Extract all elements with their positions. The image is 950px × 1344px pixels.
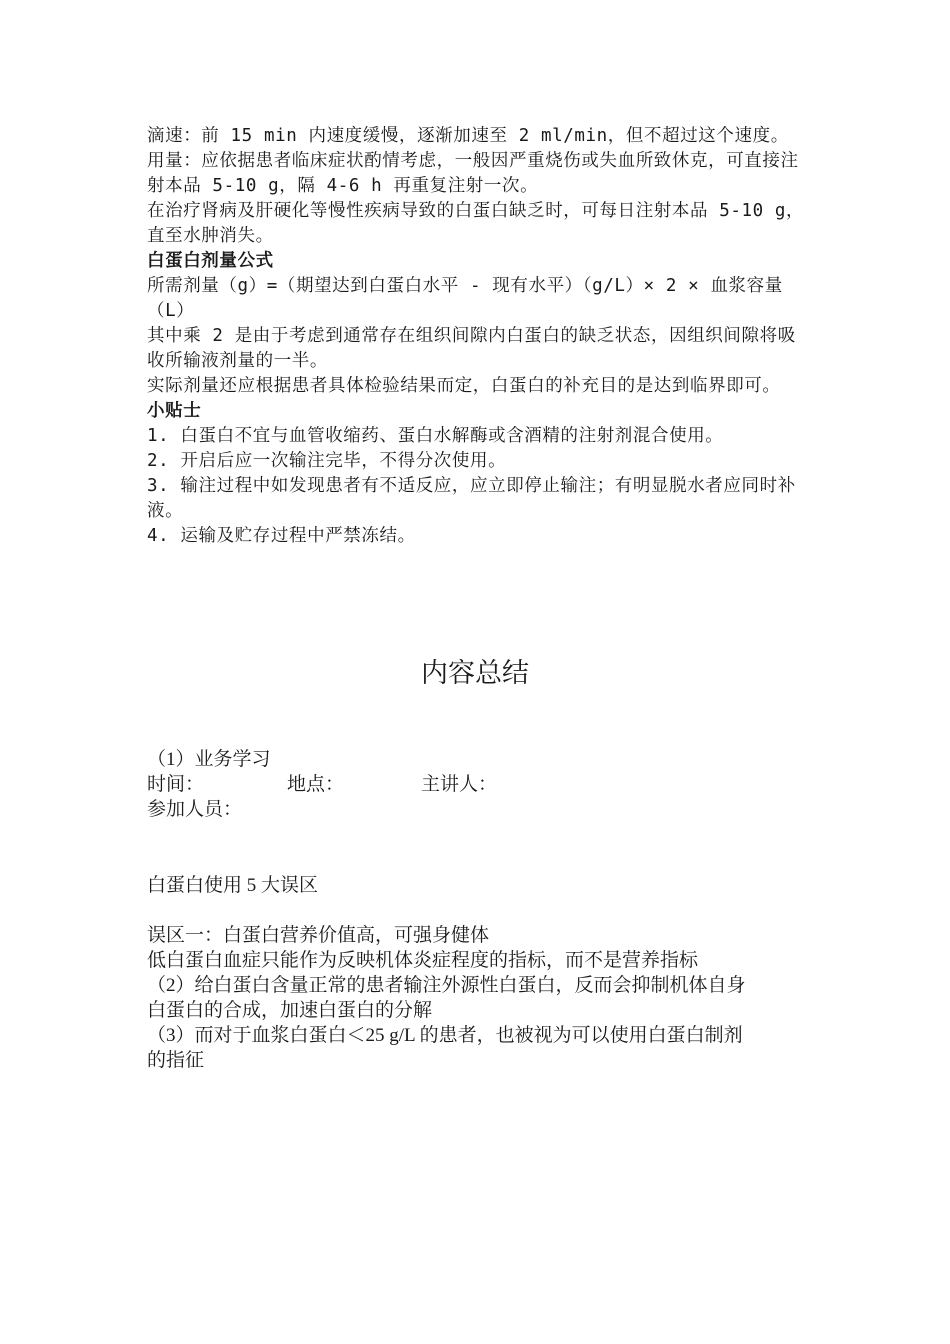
drip-rate-paragraph: 滴速：前 15 min 内速度缓慢，逐渐加速至 2 ml/min，但不超过这个速度。 xyxy=(147,126,789,146)
tips-heading: 小贴士 xyxy=(147,401,202,421)
chronic-disease-paragraph: 在治疗肾病及肝硬化等慢性疾病导致的白蛋白缺乏时，可每日注射本品 5-10 g，直至水肿消失。 xyxy=(147,201,805,246)
myths-section xyxy=(147,873,809,1073)
section-label: （1）业务学习 xyxy=(147,749,271,770)
myth-point: 的指征 xyxy=(147,1050,205,1071)
tip-item: 3. 输注过程中如发现患者有不适反应，应立即停止输注；有明显脱水者应同时补液。 xyxy=(147,476,796,521)
topic-title: 白蛋白使用 5 大误区 xyxy=(147,875,319,896)
myth-point: （3）而对于血浆白蛋白＜25 g/L 的患者，也被视为可以使用白蛋白制剂 xyxy=(147,1025,743,1046)
summary-title: 内容总结 xyxy=(421,658,529,688)
formula-note-paragraph: 其中乘 2 是由于考虑到通常存在组织间隙内白蛋白的缺乏状态，因组织间隙将吸收所输液剂量的一半。 xyxy=(147,326,796,371)
dosage-paragraph: 用量：应依据患者临床症状酌情考虑，一般因严重烧伤或失血所致休克，可直接注射本品 5-10 g，隔 4-6 h 再重复注射一次。 xyxy=(147,151,799,196)
actual-dose-paragraph: 实际剂量还应根据患者具体检验结果而定，白蛋白的补充目的是达到临界即可。 xyxy=(147,376,781,396)
attendees-label: 参加人员： xyxy=(147,799,243,820)
place-label: 地点： xyxy=(287,774,345,795)
tip-item: 1. 白蛋白不宜与血管收缩药、蛋白水解酶或含酒精的注射剂混合使用。 xyxy=(147,426,724,446)
tip-item: 2. 开启后应一次输注完毕，不得分次使用。 xyxy=(147,451,507,471)
myth-point: 低白蛋白血症只能作为反映机体炎症程度的指标，而不是营养指标 xyxy=(147,950,699,971)
myth-point: （2）给白蛋白含量正常的患者输注外源性白蛋白，反而会抑制机体自身 xyxy=(147,975,746,996)
speaker-label: 主讲人： xyxy=(421,774,498,795)
dosage-section xyxy=(147,124,809,549)
meeting-meta-row xyxy=(147,772,809,797)
time-label: 时间： xyxy=(147,774,205,795)
formula-paragraph: 所需剂量（g）=（期望达到白蛋白水平 - 现有水平）（g/L）× 2 × 血浆容量（L） xyxy=(147,276,783,321)
myth-one-heading: 误区一：白蛋白营养价值高，可强身健体 xyxy=(147,925,490,946)
tip-item: 4. 运输及贮存过程中严禁冻结。 xyxy=(147,526,416,546)
study-info xyxy=(147,747,809,822)
formula-heading: 白蛋白剂量公式 xyxy=(147,251,274,271)
myth-point: 白蛋白的合成，加速白蛋白的分解 xyxy=(147,1000,433,1021)
